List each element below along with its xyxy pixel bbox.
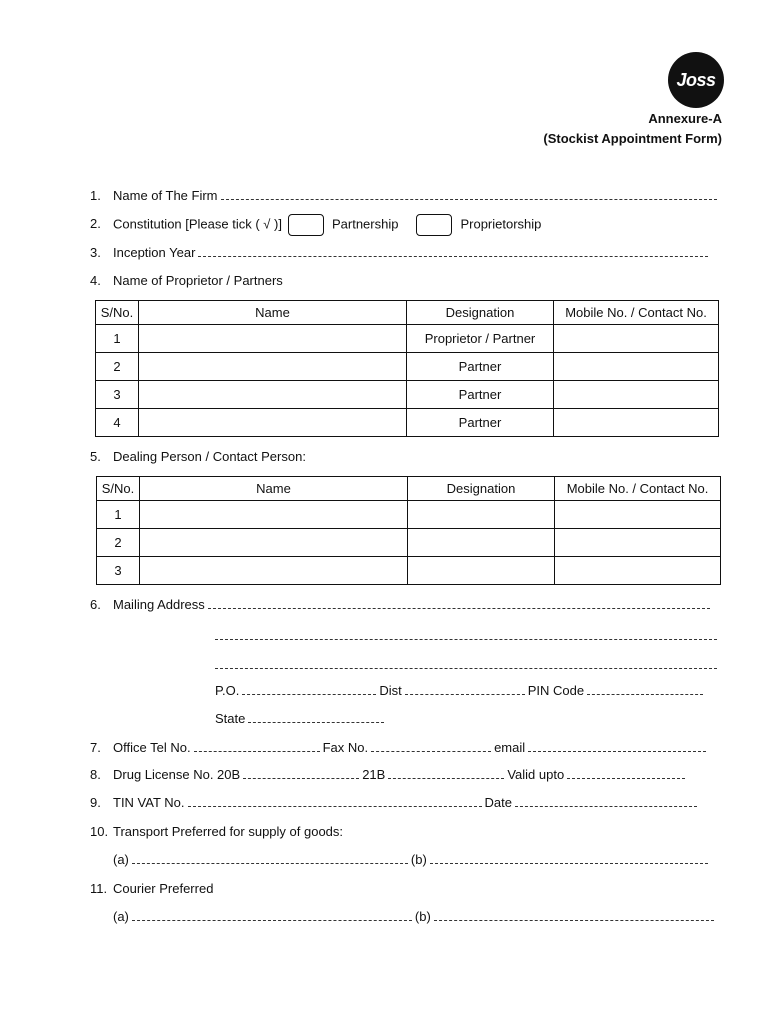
form-title: (Stockist Appointment Form) <box>543 131 722 146</box>
firm-name-field[interactable] <box>221 189 717 200</box>
name-cell[interactable] <box>139 381 407 409</box>
email-field[interactable] <box>528 741 706 752</box>
table-row: 2 Partner <box>96 353 719 381</box>
courier-a-field[interactable] <box>132 910 412 921</box>
courier-options-row: (a) (b) <box>113 909 717 924</box>
item-courier: 11. Courier Preferred <box>90 881 214 896</box>
contact-cell[interactable] <box>554 381 719 409</box>
mailing-address-line-2[interactable] <box>212 628 720 643</box>
office-tel-field[interactable] <box>194 741 320 752</box>
contact-cell[interactable] <box>555 557 721 585</box>
contact-cell[interactable] <box>555 501 721 529</box>
table-row: 3 Partner <box>96 381 719 409</box>
contact-person-table <box>96 476 721 585</box>
pin-code-field[interactable] <box>587 684 703 695</box>
designation-cell[interactable] <box>408 529 555 557</box>
designation-cell[interactable] <box>408 557 555 585</box>
dist-field[interactable] <box>405 684 525 695</box>
table-row: 3 <box>97 557 721 585</box>
table-row: 4 Partner <box>96 409 719 437</box>
item-constitution: 2. Constitution [Please tick ( √ )] Partnership Proprietorship <box>90 214 541 236</box>
table-header-row: S/No. Name Designation Mobile No. / Contact No. <box>96 301 719 325</box>
partnership-checkbox[interactable] <box>288 214 324 236</box>
logo-text: Joss <box>676 69 716 90</box>
tin-vat-field[interactable] <box>188 796 482 807</box>
name-cell[interactable] <box>140 501 408 529</box>
item-transport: 10. Transport Preferred for supply of goods: <box>90 824 344 839</box>
item-partners: 4. Name of Proprietor / Partners <box>90 273 283 288</box>
item-office: 7. Office Tel No. Fax No. email <box>90 740 709 755</box>
mailing-address-line-3[interactable] <box>212 657 720 672</box>
po-field[interactable] <box>242 684 376 695</box>
table-row: 1 Proprietor / Partner <box>96 325 719 353</box>
name-cell[interactable] <box>139 353 407 381</box>
valid-upto-field[interactable] <box>567 768 685 779</box>
date-field[interactable] <box>515 796 697 807</box>
name-cell[interactable] <box>140 557 408 585</box>
item-mailing: 6. Mailing Address <box>90 597 713 612</box>
contact-cell[interactable] <box>554 325 719 353</box>
name-cell[interactable] <box>140 529 408 557</box>
table-header-row: S/No. Name Designation Mobile No. / Contact No. <box>97 477 721 501</box>
inception-year-field[interactable] <box>198 246 708 257</box>
state-field[interactable] <box>248 712 384 723</box>
item-drug-license: 8. Drug License No. 20B 21B Valid upto <box>90 767 688 782</box>
proprietorship-checkbox[interactable] <box>416 214 452 236</box>
designation-cell[interactable] <box>408 501 555 529</box>
mailing-state-row: State <box>215 711 387 726</box>
contact-cell[interactable] <box>554 409 719 437</box>
table-row: 1 <box>97 501 721 529</box>
item-dealing: 5. Dealing Person / Contact Person: <box>90 449 306 464</box>
annexure-label: Annexure-A <box>648 111 722 126</box>
transport-a-field[interactable] <box>132 853 408 864</box>
mailing-po-row: P.O. Dist PIN Code <box>215 683 706 698</box>
name-cell[interactable] <box>139 409 407 437</box>
contact-cell[interactable] <box>554 353 719 381</box>
item-firm: 1. Name of The Firm <box>90 188 720 203</box>
drug-license-21b-field[interactable] <box>388 768 504 779</box>
table-row: 2 <box>97 529 721 557</box>
partners-table <box>95 300 719 437</box>
drug-license-20b-field[interactable] <box>243 768 359 779</box>
name-cell[interactable] <box>139 325 407 353</box>
fax-field[interactable] <box>371 741 491 752</box>
item-tin-vat: 9. TIN VAT No. Date <box>90 795 700 810</box>
transport-options-row: (a) (b) <box>113 852 711 867</box>
joss-logo <box>668 52 724 108</box>
transport-b-field[interactable] <box>430 853 708 864</box>
item-inception: 3. Inception Year <box>90 245 711 260</box>
courier-b-field[interactable] <box>434 910 714 921</box>
mailing-address-line-1[interactable] <box>208 598 710 609</box>
contact-cell[interactable] <box>555 529 721 557</box>
